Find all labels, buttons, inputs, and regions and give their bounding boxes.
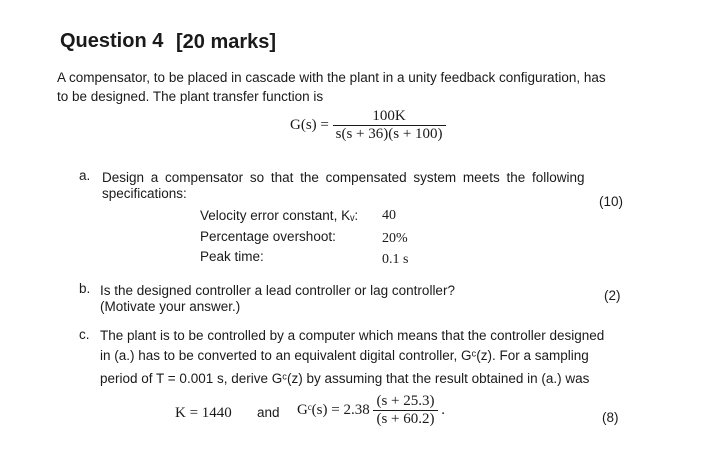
spec-value-velocity: 40: [382, 208, 396, 223]
question-marks: [20 marks]: [176, 31, 277, 53]
part-c-text-line-2: in (a.) has to be converted to an equivalent digital controller, Gᶜ(z). For a sampling: [100, 348, 589, 363]
part-c-marks: (8): [602, 410, 619, 425]
plant-tf-numerator: 100K: [372, 108, 406, 124]
part-c-k-value: K = 1440: [175, 405, 232, 421]
part-a-text-line-2: specifications:: [102, 186, 187, 201]
spec-name-velocity: Velocity error constant, Kᵥ:: [200, 208, 359, 223]
part-b-marks: (2): [604, 288, 621, 303]
plant-tf-fraction: [333, 108, 446, 143]
gc-numerator: (s + 25.3): [376, 393, 435, 409]
part-c-and-word: and: [257, 405, 280, 420]
gc-lhs: Gᶜ(s) = 2.38: [297, 402, 370, 418]
part-a-text-line-1: Design a compensator so that the compensated system meets the following: [102, 170, 585, 185]
part-b-text-line-2: (Motivate your answer.): [100, 299, 241, 314]
plant-tf-lhs: G(s) =: [290, 117, 329, 133]
spec-value-peak-time: 0.1 s: [382, 252, 409, 267]
part-b-text-line-1: Is the designed controller a lead controller or lag controller?: [100, 283, 455, 298]
question-title: Question 4: [60, 30, 164, 52]
intro-line-1: A compensator, to be placed in cascade with the plant in a unity feedback configuration, has: [57, 70, 606, 85]
part-c-text-line-3: period of T = 0.001 s, derive Gᶜ(z) by assuming that the result obtained in (a.) was: [100, 371, 590, 386]
spec-name-peak-time: Peak time:: [200, 249, 264, 264]
part-a-marks: (10): [599, 194, 624, 209]
plant-tf-denominator: s(s + 36)(s + 100): [333, 125, 446, 143]
gc-denominator: (s + 60.2): [373, 410, 437, 428]
part-c-label: c.: [79, 327, 90, 342]
part-b-label: b.: [79, 281, 91, 296]
gc-fraction: [373, 393, 437, 428]
part-a-label: a.: [79, 168, 91, 183]
part-c-text-line-1: The plant is to be controlled by a computer which means that the controller designed: [100, 328, 605, 343]
spec-value-overshoot: 20%: [382, 231, 408, 246]
controller-transfer-function: Gᶜ(s) = 2.38 $\frac{(s + 25.3)}{(s + 60.2)}$ .: [297, 393, 446, 427]
intro-line-2: to be designed. The plant transfer function is: [57, 89, 324, 104]
spec-name-overshoot: Percentage overshoot:: [200, 229, 336, 244]
plant-transfer-function: [290, 108, 446, 143]
